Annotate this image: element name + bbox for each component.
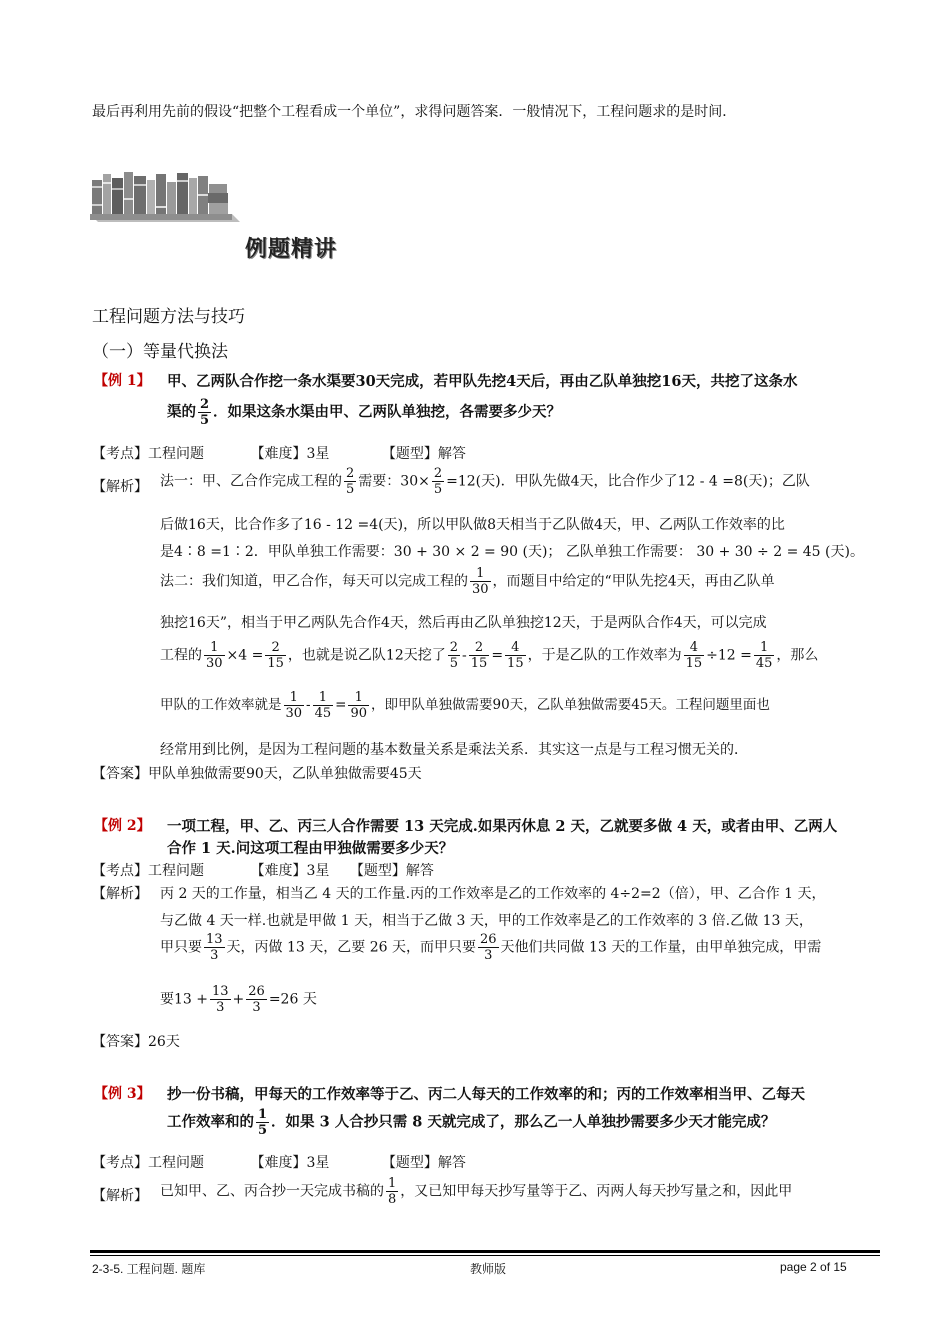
ex3-solution-line1: 已知甲、乙、丙合抄一天完成书稿的 $\frac{1}{8}$ ，又已知甲每天抄写量等于乙、丙两人每天抄写量之和，因此甲	[160, 1176, 793, 1207]
ex2-solution-line3: 甲只要 $\frac{13}{3}$ 天，丙做 13 天，乙要 26 天，而甲只要 $\frac{26}{3}$ 天他们共同做 13 天的工作量，由甲单独完成，甲需	[160, 932, 822, 963]
ex3-jiexi-label: 【解析】	[92, 1188, 148, 1204]
ex1-question-line1: 甲、乙两队合作挖一条水渠要30天完成，若甲队先挖4天后，再由乙队单独挖16天，共挖了这条水	[167, 373, 798, 390]
footer-page-number: page 2 of 15	[780, 1260, 847, 1274]
ex1-solution-line3: 是4∶8 =1∶2．甲队单独工作需要：30 + 30 × 2 = 90 (天)； 乙队单独工作需要： 30 + 30 ÷ 2 = 45 (天)。	[160, 544, 864, 560]
ex1-solution-line1: 法一：甲、乙合作完成工程的 $\frac{2}{5}$ 需要：30× $\frac{2}{5}$ =12(天)．甲队先做4天，比合作少了12 - 4 =8(天)；乙队	[160, 466, 810, 497]
ex1-meta: 【考点】工程问题 【难度】3星 【题型】解答	[92, 446, 466, 462]
ex2-answer: 【答案】26天	[92, 1034, 180, 1050]
ex1-solution-line7: 甲队的工作效率就是 $\frac{1}{30}$ - $\frac{1}{45}$ = $\frac{1}{90}$ ，即甲队单独做需要90天，乙队单独做需要45天。工程问题里面也	[160, 690, 770, 721]
ex2-meta: 【考点】工程问题 【难度】3星 【题型】解答	[92, 863, 434, 879]
intro-line: 最后再利用先前的假设“把整个工程看成一个单位”，求得问题答案．一般情况下，工程问题求的是时间．	[92, 104, 737, 120]
ex2-tag: 【例 2】	[94, 818, 151, 834]
ex2-question-line2: 合作 1 天.问这项工程由甲独做需要多少天？	[167, 840, 454, 857]
ex2-solution-line1: 丙 2 天的工作量，相当乙 4 天的工作量.丙的工作效率是乙的工作效率的 4÷2=2（倍），甲、乙合作 1 天，	[160, 886, 826, 902]
section-title: 工程问题方法与技巧	[92, 307, 245, 326]
subsection-title: （一）等量代换法	[92, 342, 228, 361]
ex3-meta: 【考点】工程问题 【难度】3星 【题型】解答	[92, 1155, 466, 1171]
ex1-answer: 【答案】甲队单独做需要90天，乙队单独做需要45天	[92, 766, 422, 782]
ex1-solution-line4: 法二：我们知道，甲乙合作，每天可以完成工程的 $\frac{1}{30}$ ，而题目中给定的“甲队先挖4天，再由乙队单	[160, 566, 775, 597]
footer-left: 2-3-5. 工程问题. 题库	[92, 1262, 206, 1276]
banner-title: 例题精讲	[245, 237, 338, 262]
ex1-solution-line2: 后做16天，比合作多了16 - 12 =4(天)，所以甲队做8天相当于乙队做4天，甲、乙两队工作效率的比	[160, 517, 785, 533]
ex1-tag: 【例 1】	[94, 373, 151, 389]
ex2-jiexi-label: 【解析】	[92, 886, 148, 902]
footer-rule-thick	[90, 1250, 880, 1253]
footer-rule-thin	[90, 1255, 880, 1256]
ex3-question-line2: 工作效率和的 $\frac{1}{5}$ ．如果 3 人合抄只需 8 天就完成了，那么乙一人单独抄需要多少天才能完成？	[167, 1107, 776, 1138]
ex1-solution-line6: 工程的 $\frac{1}{30}$ ×4 = $\frac{2}{15}$ ，也就是说乙队12天挖了 $\frac{2}{5}$ - $\frac{2}{15}$ = $\frac{4}{15}$ ，于是乙队的工作效率为 $\frac{4}{15}$ ÷12 = $\frac{1}{45}$ ，那么	[160, 640, 819, 671]
footer-center: 教师版	[470, 1262, 507, 1276]
ex2-question-line1: 一项工程，甲、乙、丙三人合作需要 13 天完成.如果丙休息 2 天，乙就要多做 4 天，或者由甲、乙两人	[167, 818, 838, 835]
ex3-question-line1: 抄一份书稿，甲每天的工作效率等于乙、丙二人每天的工作效率的和；丙的工作效率相当甲、乙每天	[167, 1086, 805, 1103]
ex1-question-line2: 渠的 $\frac{2}{5}$ ．如果这条水渠由甲、乙两队单独挖，各需要多少天？	[167, 397, 562, 428]
ex3-tag: 【例 3】	[94, 1086, 151, 1102]
ex1-jiexi-label: 【解析】	[92, 479, 148, 495]
ex1-solution-line5: 独挖16天”，相当于甲乙两队先合作4天，然后再由乙队单独挖12天，于是两队合作4天，可以完成	[160, 615, 767, 631]
books-illustration	[90, 168, 240, 228]
ex2-solution-line4: 要13 + $\frac{13}{3}$ + $\frac{26}{3}$ =26 天	[160, 984, 317, 1015]
ex2-solution-line2: 与乙做 4 天一样.也就是甲做 1 天，相当于乙做 3 天，甲的工作效率是乙的工作效率的 3 倍.乙做 13 天，	[160, 913, 813, 929]
ex1-solution-line8: 经常用到比例，是因为工程问题的基本数量关系是乘法关系．其实这一点是与工程习惯无关的．	[160, 742, 748, 758]
